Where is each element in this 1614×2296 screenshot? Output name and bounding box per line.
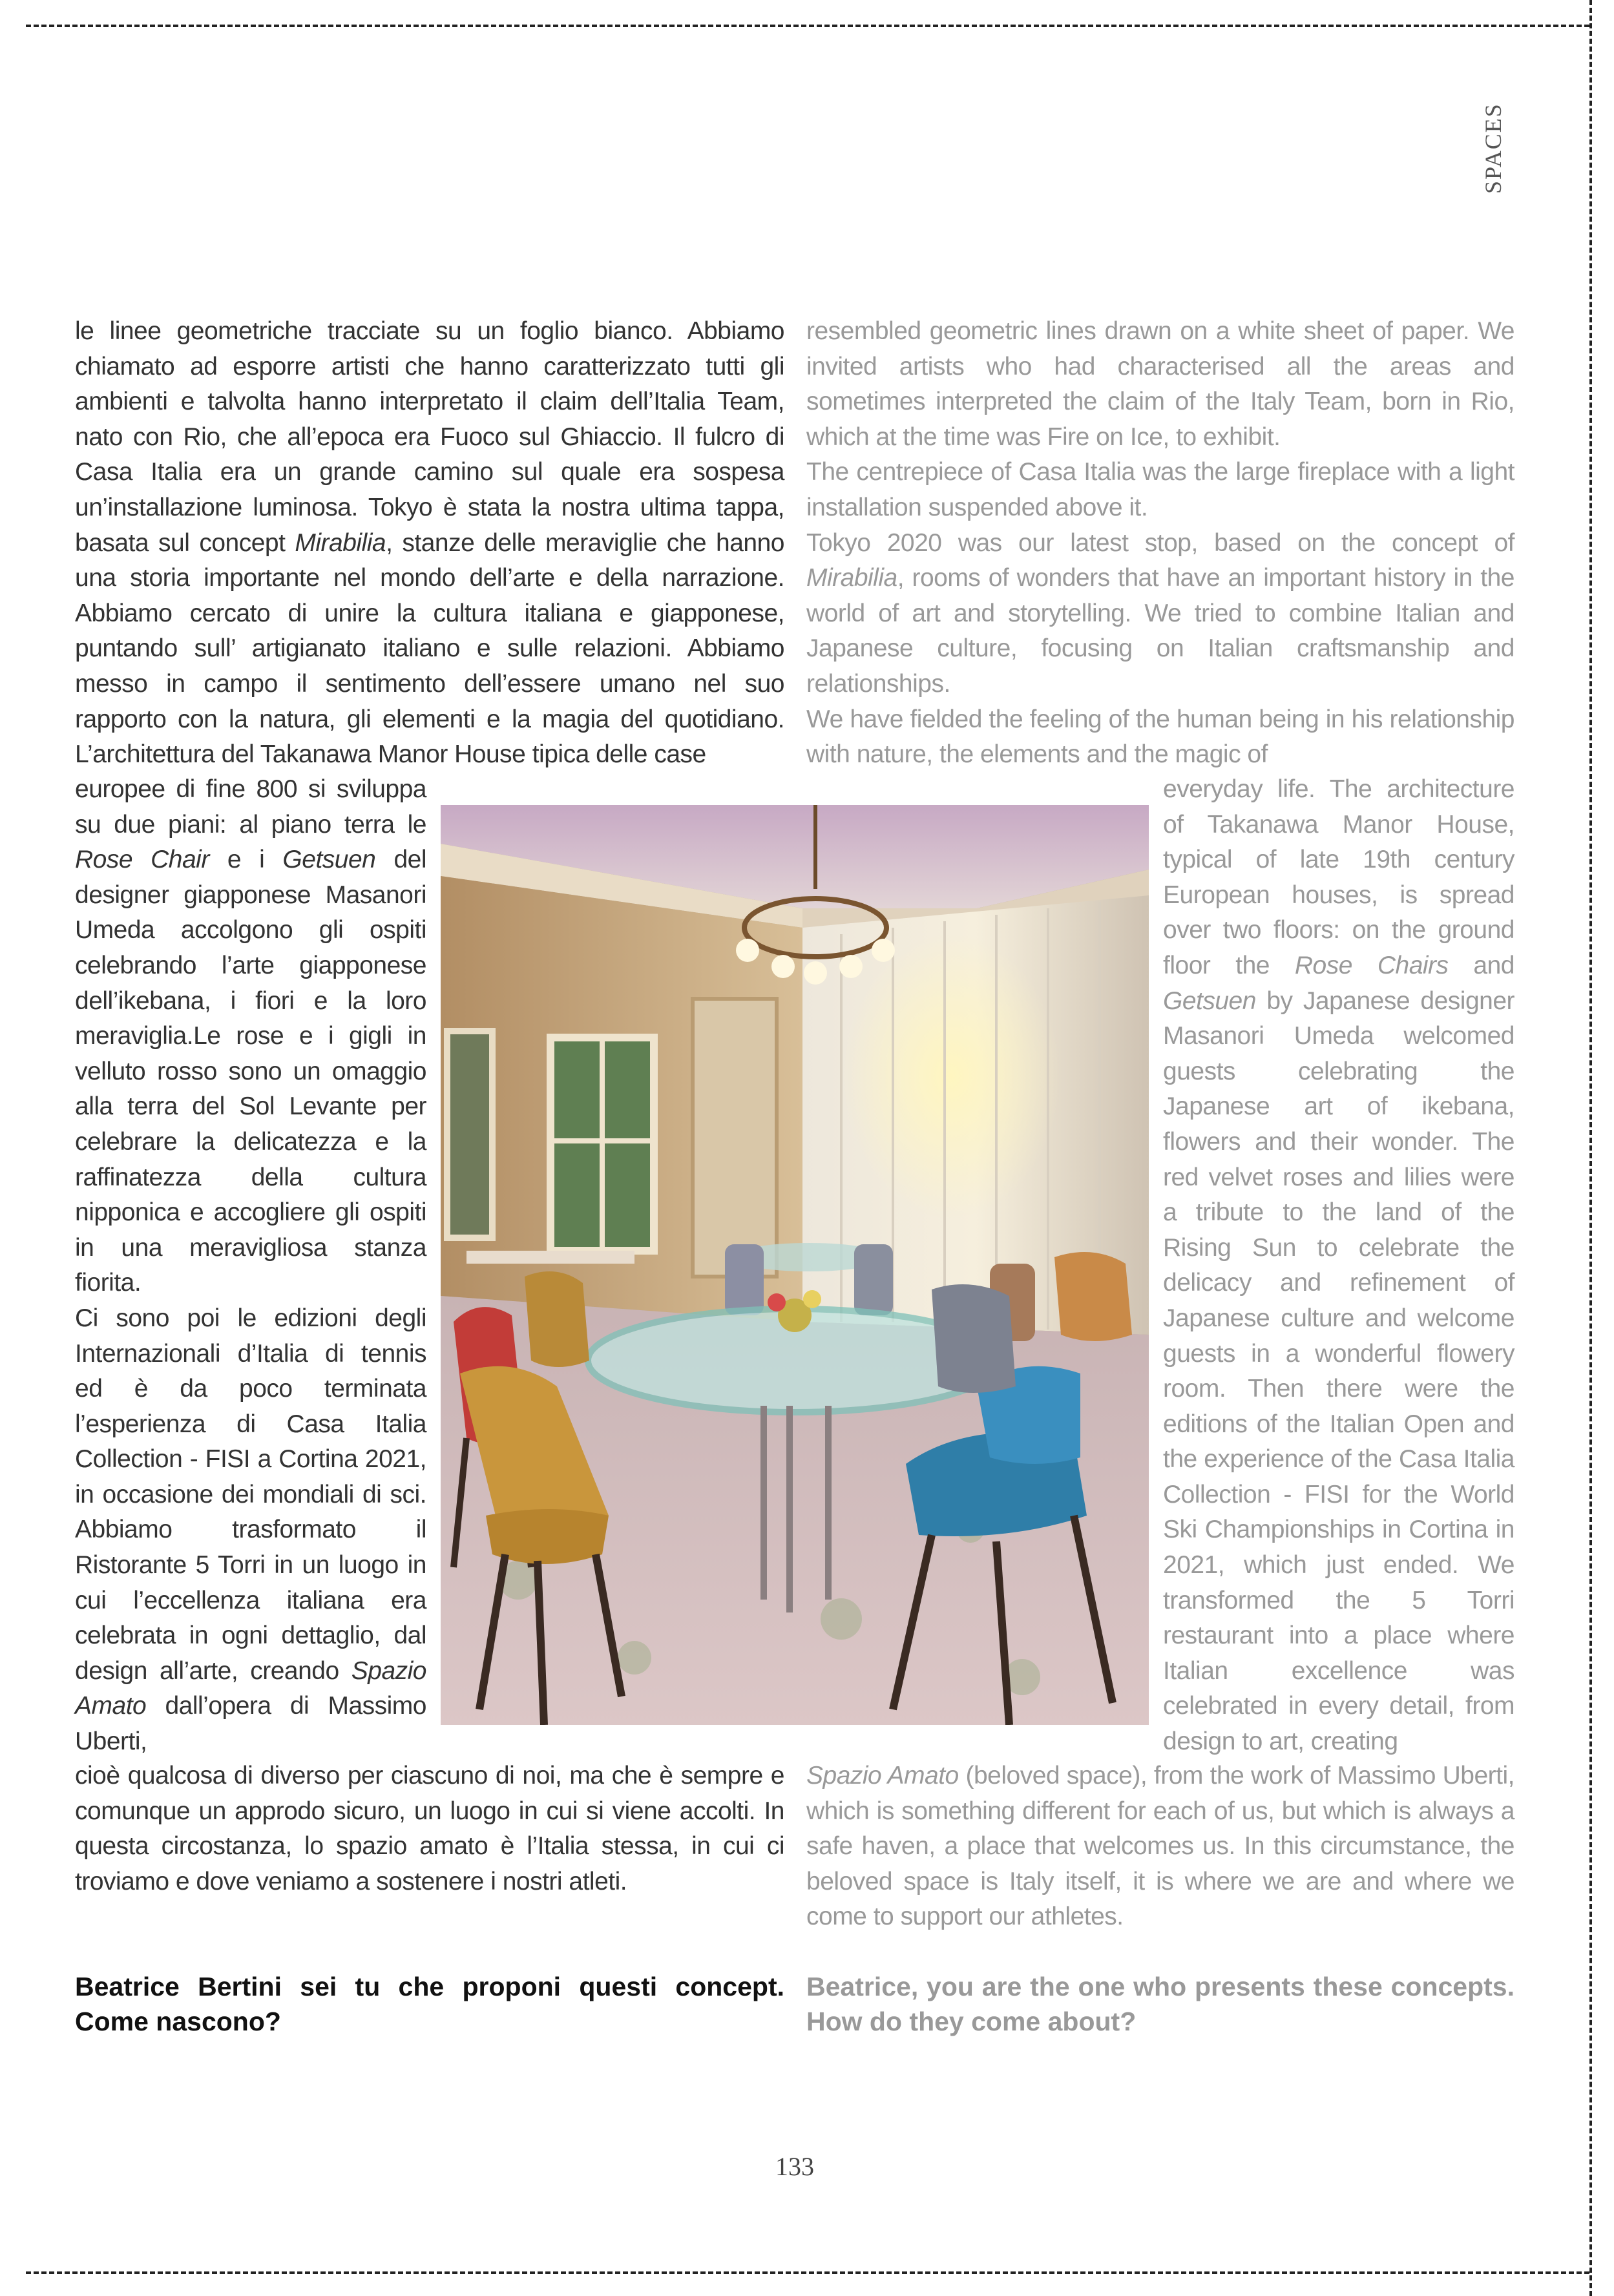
crop-border-right [1589, 0, 1592, 2296]
crop-border-top [26, 25, 1589, 27]
english-text-bottom: Spazio Amato (beloved space), from the work of Massimo Uberti, which is something different for each of us, but which is always a safe haven, a place that welcomes us. In this circumstance, the beloved space is Italy itself, it is where we are and where we come to support our athletes. [806, 1762, 1514, 1931]
section-label: SPACES [1480, 103, 1506, 194]
interior-photo [441, 805, 1149, 1725]
english-text-top: resembled geometric lines drawn on a white sheet of paper. We invited artists who had characterised all the areas and sometimes interpreted the claim of the Italy Team, born in Rio, which at the time was Fire on Ice, to exhibit. The centrepiece of Casa Italia was the large fireplace with a light installation suspended above it. Tokyo 2020 was our latest stop, based on the concept of Mirabilia, rooms of wonders that have an important history in the world of art and storytelling. We tried to combine Italian and Japanese culture, focusing on Italian craftsmanship and relationships. We have fielded the feeling of the human being in his relationship with nature, the elements and the magic of [806, 317, 1514, 769]
crop-border-bottom [26, 2271, 1589, 2274]
italian-text-top: le linee geometriche tracciate su un foglio bianco. Abbiamo chiamato ad esporre artisti che hanno caratterizzato tutti gli ambienti e talvolta hanno interpretato il claim dell’Italia Team, nato con Rio, che all’epoca era Fuoco sul Ghiaccio. Il fulcro di Casa Italia era un grande camino sul quale era sospesa un’installazione luminosa. Tokyo è stata la nostra ultima tappa, basata sul concept Mirabilia, stanze delle meraviglie che hanno una storia importante nel mondo dell’arte e della narrazione. Abbiamo cercato di unire la cultura italiana e giapponese, puntando sull’ artigianato italiano e sulle relazioni. Abbiamo messo in campo il sentimento dell’essere umano nel suo rapporto con la natura, gli elementi e la magia del quotidiano. L’architettura del Takanawa Manor House tipica delle case [75, 317, 784, 769]
english-text-side: everyday life. The architecture of Takanawa Manor House, typical of late 19th century European houses, is spread over two floors: on the ground floor the Rose Chairs and Getsuen by Japanese designer Masanori Umeda welcomed guests celebrating the Japanese art of ikebana, flowers and their wonder. The red velvet roses and lilies were a tribute to the land of the Rising Sun to celebrate the delicacy and refinement of Japanese culture and welcome guests in a wonderful flowery room. Then there were the editions of the Italian Open and the experience of the Casa Italia Collection - FISI for the World Ski Championships in Cortina in 2021, which just ended. We transformed the 5 Torri restaurant into a place where Italian excellence was celebrated in every detail, from design to art, creating [1163, 775, 1514, 1756]
interview-question-english: Beatrice, you are the one who presents these concepts. How do they come about? [806, 1972, 1514, 2036]
italian-text-side: europee di fine 800 si sviluppa su due piani: al piano terra le Rose Chair e i Getsuen del designer giapponese Masanori Umeda accolgono gli ospiti celebrando l’arte giapponese dell’ikebana, i fiori e la loro meraviglia.Le rose e i gigli in velluto rosso sono un omaggio alla terra del Sol Levante per celebrare la delicatezza e la raffinatezza della cultura nipponica e accogliere gli ospiti in una meravigliosa stanza fiorita. Ci sono poi le edizioni degli Internazionali d’Italia di tennis ed è da poco terminata l’esperienza di Casa Italia Collection - FISI a Cortina 2021, in occasione dei mondiali di sci. Abbiamo trasformato il Ristorante 5 Torri in un luogo in cui l’eccellenza italiana era celebrata in ogni dettaglio, dal design all’arte, creando Spazio Amato dall’opera di Massimo Uberti, [75, 775, 426, 1756]
italian-text-bottom: cioè qualcosa di diverso per ciascuno di noi, ma che è sempre e comunque un approdo sicuro, un luogo in cui si viene accolti. In questa circostanza, lo spazio amato è l’Italia stessa, in cui ci troviamo e dove veniamo a sostenere i nostri atleti. [75, 1762, 784, 1895]
dining-room-illustration [441, 805, 1149, 1725]
interview-question-italian: Beatrice Bertini sei tu che proponi questi concept. Come nascono? [75, 1972, 784, 2036]
page-number: 133 [775, 2152, 814, 2181]
